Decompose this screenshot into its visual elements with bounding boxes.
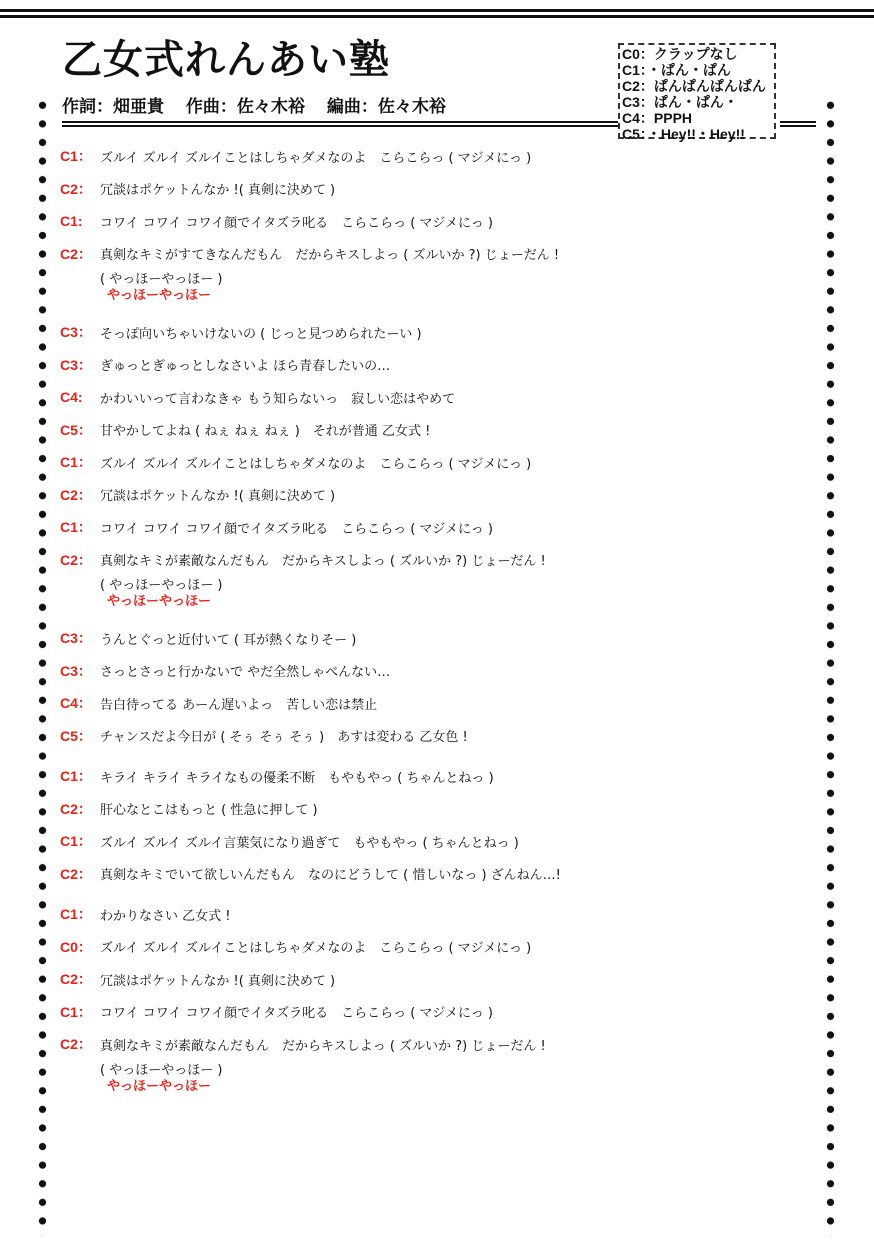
lyric-line xyxy=(60,316,800,349)
clap-label: C1： xyxy=(60,768,92,785)
lyric-text: コワイ コワイ コワイ顔でイタズラ叱る こらこらっ ( マジメにっ ) xyxy=(100,521,493,537)
call-response: やっほーやっほー xyxy=(107,288,212,303)
lyric-line xyxy=(60,140,800,173)
lyric-text: ズルイ ズルイ ズルイことはしちゃダメなのよ こらこらっ ( マジメにっ ) xyxy=(100,456,532,472)
call-response: やっほーやっほー xyxy=(107,594,212,609)
lyric-text: かわいいって言わなきゃ もう知らないっ 寂しい恋はやめて xyxy=(100,391,456,407)
arranger-credit: 編曲：佐々木裕 xyxy=(326,97,446,117)
clap-label: C1： xyxy=(60,906,92,923)
clap-label: C1： xyxy=(60,1003,92,1020)
lyricist-credit: 作詞：畑亜貴 xyxy=(62,97,164,117)
clap-label: C5： xyxy=(60,727,92,744)
right-dot-border xyxy=(826,96,835,1236)
lyric-text: さっとさっと行かないで やだ全然しゃべんない… xyxy=(100,665,391,681)
lyric-text: そっぽ向いちゃいけないの ( じっと見つめられたーい ) xyxy=(100,326,422,342)
call-block xyxy=(60,1061,800,1107)
left-dot-border xyxy=(38,96,47,1236)
lyric-line xyxy=(60,655,800,688)
lyric-text: 肝心なとこはもっと ( 性急に押して ) xyxy=(100,803,318,819)
lyric-line xyxy=(60,825,800,858)
lyric-text: 告白待ってる あーん遅いよっ 苦しい恋は禁止 xyxy=(100,697,378,713)
lyric-text: 真剣なキミが素敵なんだもん だからキスしよっ ( ズルいか ?) じょーだん ! xyxy=(100,554,546,570)
call-text: ( やっほーやっほー ) xyxy=(100,1062,223,1078)
call-block xyxy=(60,270,800,316)
lyric-line xyxy=(60,414,800,447)
lyric-line xyxy=(60,381,800,414)
lyric-line xyxy=(60,1028,800,1061)
lyric-line xyxy=(60,963,800,996)
clap-label: C3： xyxy=(60,662,92,679)
clap-label: C2： xyxy=(60,865,92,882)
lyric-line xyxy=(60,898,800,931)
clap-label: C1: xyxy=(60,213,83,230)
call-text: ( やっほーやっほー ) xyxy=(100,272,223,287)
clap-label: C2： xyxy=(60,486,92,503)
lyric-text: 冗談はポケットんなか !( 真剣に決めて ) xyxy=(100,489,336,505)
lyric-text: ズルイ ズルイ ズルイことはしちゃダメなのよ こらこらっ ( マジメにっ ) xyxy=(100,150,532,166)
lyric-line xyxy=(60,349,800,382)
clap-label: C2： xyxy=(60,180,92,197)
clap-label: C0： xyxy=(60,938,92,955)
clap-label: C2： xyxy=(60,1036,92,1053)
lyric-text: 冗談はポケットんなか !( 真剣に決めて ) xyxy=(100,973,336,989)
lyric-text: わかりなさい 乙女式 ! xyxy=(100,908,231,924)
legend-row: C2：ぱんぱんぱんぱん xyxy=(622,78,766,94)
lyric-text: キライ キライ キライなもの優柔不断 もやもやっ ( ちゃんとねっ ) xyxy=(100,770,494,786)
lyric-line xyxy=(60,793,800,826)
side-rule-2 xyxy=(780,125,816,127)
legend-row: C1：・ぱん・ぱん xyxy=(622,62,731,78)
lyric-text: ズルイ ズルイ ズルイ言葉気になり過ぎて もやもやっ ( ちゃんとねっ ) xyxy=(100,835,519,851)
lyric-line xyxy=(60,760,800,793)
side-rule-1 xyxy=(780,121,816,123)
clap-label: C4: xyxy=(60,389,83,406)
lyric-line xyxy=(60,858,800,891)
clap-label: C1： xyxy=(60,454,92,471)
clap-label: C2： xyxy=(60,971,92,988)
call-response: やっほーやっほー xyxy=(107,1078,212,1094)
clap-label: C1： xyxy=(60,148,92,165)
lyric-line xyxy=(60,931,800,964)
lyric-line xyxy=(60,544,800,577)
lyric-text: コワイ コワイ コワイ顔でイタズラ叱る こらこらっ ( マジメにっ ) xyxy=(100,215,493,231)
lyric-text: チャンスだよ今日が ( そぅ そぅ そぅ ) あすは変わる 乙女色 ! xyxy=(100,730,468,746)
song-title: 乙女式れんあい塾 xyxy=(62,37,390,83)
legend-row: C5：・Hey!!・Hey!! xyxy=(622,126,745,142)
clap-label: C5： xyxy=(60,421,92,438)
composer-credit: 作曲：佐々木裕 xyxy=(185,97,305,117)
lyric-text: 冗談はポケットんなか !( 真剣に決めて ) xyxy=(100,183,336,199)
lyric-line xyxy=(60,238,800,271)
clap-label: C3： xyxy=(60,630,92,647)
credits-underline-1 xyxy=(62,121,618,123)
clap-label: C2： xyxy=(60,800,92,817)
top-rule-2 xyxy=(0,15,874,18)
lyric-text: 真剣なキミが素敵なんだもん だからキスしよっ ( ズルいか ?) じょーだん ! xyxy=(100,1038,546,1054)
lyric-text: 甘やかしてよね ( ねぇ ねぇ ねぇ ) それが普通 乙女式 ! xyxy=(100,424,431,440)
clap-legend xyxy=(618,43,776,142)
lyric-text: うんとぐっと近付いて ( 耳が熱くなりそー ) xyxy=(100,632,357,648)
lyric-text: 真剣なキミでいて欲しいんだもん なのにどうして ( 惜しいなっ ) ざんねん…! xyxy=(100,868,561,884)
clap-label: C3： xyxy=(60,324,92,341)
lyric-text: ズルイ ズルイ ズルイことはしちゃダメなのよ こらこらっ ( マジメにっ ) xyxy=(100,941,532,957)
call-block xyxy=(60,576,800,622)
lyric-line xyxy=(60,205,800,238)
lyric-line xyxy=(60,446,800,479)
credits-underline-2 xyxy=(62,125,618,127)
lyric-line xyxy=(60,479,800,512)
lyric-line xyxy=(60,622,800,655)
lyric-line xyxy=(60,996,800,1029)
clap-label: C4： xyxy=(60,695,92,712)
clap-label: C2： xyxy=(60,551,92,568)
lyric-line xyxy=(60,720,800,753)
clap-label: C1： xyxy=(60,519,92,536)
lyric-text: ぎゅっとぎゅっとしなさいよ ほら青春したいの… xyxy=(100,359,391,375)
lyric-text: コワイ コワイ コワイ顔でイタズラ叱る こらこらっ ( マジメにっ ) xyxy=(100,1006,493,1022)
legend-row: C3：ぱん・ぱん・ xyxy=(622,94,738,110)
clap-label: C2： xyxy=(60,245,92,262)
legend-row: C0：クラップなし xyxy=(622,46,738,62)
legend-row: C4：PPPH xyxy=(622,110,693,126)
clap-label: C3： xyxy=(60,356,92,373)
top-rule-1 xyxy=(0,9,874,12)
credits xyxy=(62,96,462,118)
call-text: ( やっほーやっほー ) xyxy=(100,578,223,593)
lyric-line xyxy=(60,687,800,720)
clap-label: C1： xyxy=(60,833,92,850)
lyric-text: 真剣なキミがすてきなんだもん だからキスしよっ ( ズルいか ?) じょーだん ! xyxy=(100,248,560,264)
lyric-line xyxy=(60,173,800,206)
lyric-line xyxy=(60,511,800,544)
lyrics-body xyxy=(60,140,800,1107)
